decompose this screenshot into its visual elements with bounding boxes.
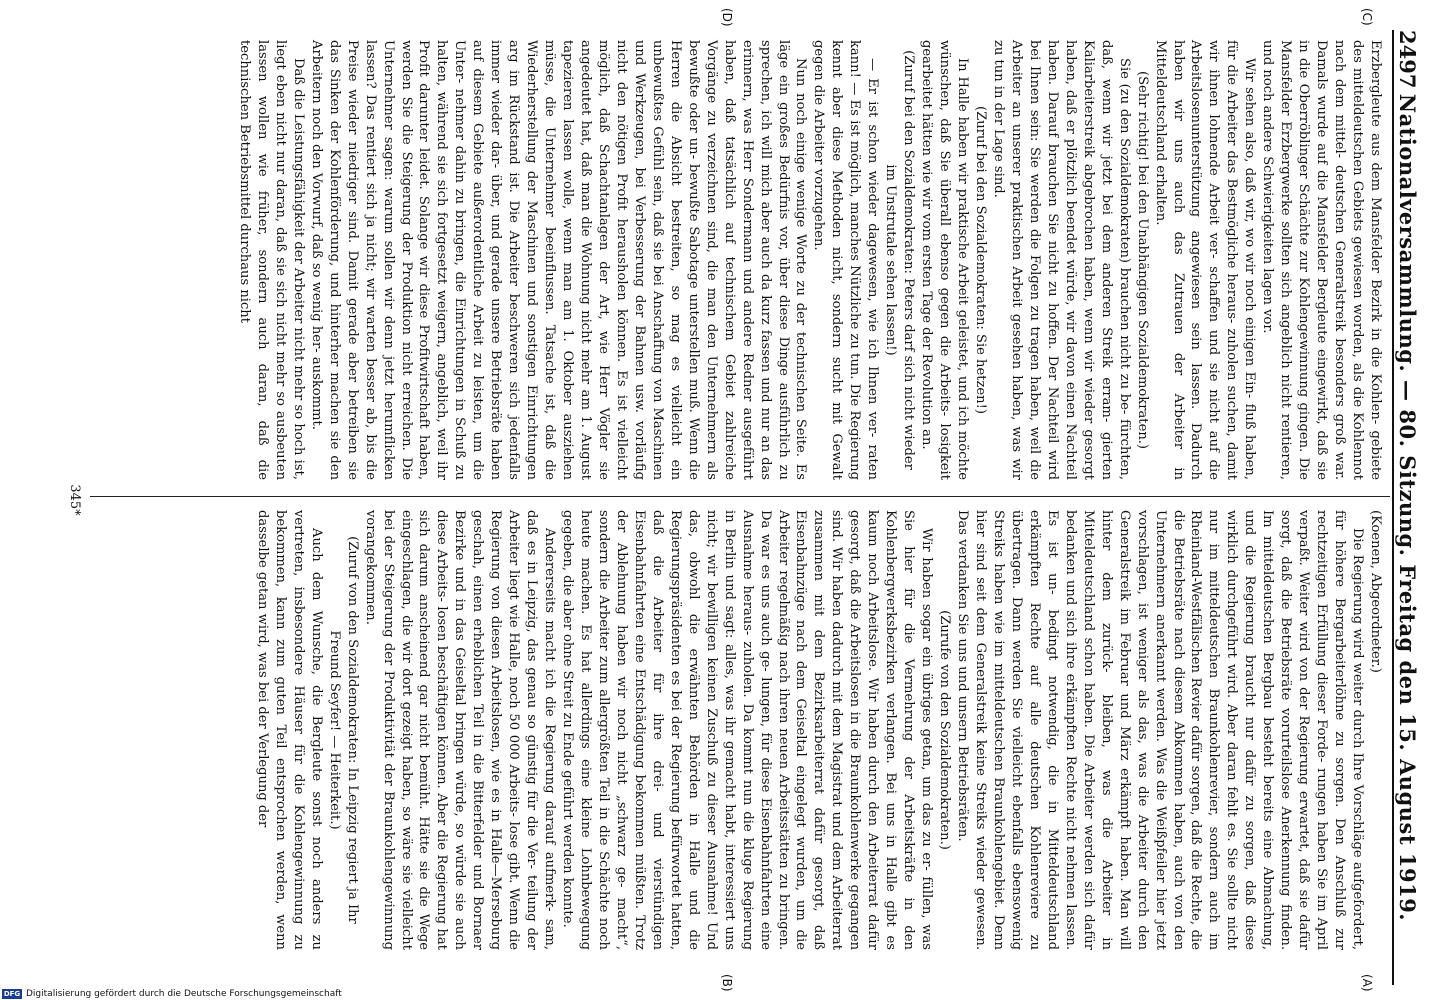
paragraph: (Sehr richtig! bei den Unabhängigen Sozialdemokraten.)	[1134, 70, 1150, 450]
paragraph: (Zuruf bei den Sozialdemokraten: Peters darf sich nicht wieder im Unstrutale sehen lassen!)	[883, 50, 917, 470]
digitization-credit	[0, 988, 1434, 1000]
paragraph: Erzbergleute aus dem Mansfelder Bezirk in die Kohlen- gebiete des mitteldeutschen Gebiets gewiesen worden, als die Kohlennot nach dem mittel- deutschen Generalstreik besonders groß war. Damals wurde auf die Mansfelder Bergleute eingewirkt, daß sie in die Oberröblinger Schächte zur Kohlengewinnung gingen. Die Mansfelder Erzbergwerke sollten sich angeblich nicht rentieren, und noch andere Schwierigkeiten lagen vor.	[1260, 40, 1383, 480]
margin-marker-d: (D)	[720, 8, 734, 27]
paragraph: Wir sehen also, daß wir, wo wir noch einigen Ein- fluß haben, für die Arbeiter das Bestmögliche heraus- zuholen suchen, damit wir ihnen lohnende Arbeit ver- schaffen und sie nicht auf die Arbeitslosenunterstützung angewiesen sein lassen. Dadurch haben wir uns auch das Zutrauen der Arbeiter in Mitteldeutschland erhalten.	[1152, 40, 1258, 480]
paragraph: In Halle haben wir praktische Arbeit geleistet, und ich möchte wünschen, daß Sie überall ebenso gegen die Arbeits- losigkeit gearbeitet hätten wie wir vom ersten Tage der Revolution an.	[919, 40, 971, 480]
left-text-column	[235, 40, 1384, 480]
page-header	[1392, 30, 1422, 985]
paragraph: (Zuruf von den Sozialdemokraten: In Leipzig regiert ja Ihr Freund Seyfer! — Heiterkeit.)	[326, 536, 360, 924]
paragraph: Daß die Leistungsfähigkeit der Arbeiter nicht mehr so hoch ist, liegt eben nicht nur daran, daß sie sich nicht mehr so ausbeuten lassen wollen wie früher, sondern auch daran, daß die technischen Betriebsmittel durchaus nicht	[236, 40, 306, 480]
paragraph: Auch dem Wunsche, die Bergleute sonst noch anders zu vertreten, insbesondere Häuser für die Kohlengewinnung zu bekommen, kann zum guten Teil entsprochen werden, wenn dasselbe getan wird, was bei der Verlegung der	[254, 510, 324, 950]
paragraph: (Zuruf bei den Sozialdemokraten: Sie hetzen!)	[973, 106, 989, 414]
paragraph: Sie (zu den Sozialdemokraten) brauchen nicht zu be- fürchten, daß, wenn wir jetzt bei dem anderen Streik erram- gierten Kaliarbeiterstreik abgebrochen haben, wenn wir wieder gesorgt haben, daß er plötzlich beendet würde, wir davon einen Nachteil haben. Darauf brauchen Sie nicht zu hoffen. Der Nachteil wird bei Ihnen sein: Sie werden die Folgen zu tragen haben, weil die Arbeiter an unserer praktischen Arbeit gesehen haben, was wir zu tun in der Lage sind.	[990, 40, 1132, 480]
margin-marker-c: (C)	[1360, 8, 1374, 26]
paragraph: (Koenen, Abgeordneter.)	[1368, 510, 1383, 673]
paragraph: — Er ist schon wieder dagewesen, wie ich Ihnen ver- raten kann! — Es ist möglich, manches Nützliche zu tun. Die Regierung kennt aber diese Methoden nicht, sondern sucht mit Gewalt gegen die Arbeiter vorzugehen.	[811, 40, 881, 480]
header-rule	[1392, 30, 1394, 985]
paragraph: Nun noch einige wenige Worte zu der technischen Seite. Es läge ein großes Bedürfnis vor, über diese Dinge ausführlich zu sprechen, ich will mich aber auch da kurz fassen und nur an das erinnern, was Herr Sondermann und andere Redner ausgeführt haben, daß tatsächlich auf technischem Gebiet zahlreiche Vorgänge zu verzeichnen sind, die man den Unternehmern als bewußte oder un- bewußte Sabotage unterstellen muß. Wenn die Herren die Absicht bestreiten, so mag es vielleicht ein unbewußtes Gefühl sein, daß sie bei Anschaffung von Maschinen und Werkzeugen, bei Verbesserung der Bahnen usw. vorläufig nicht den nötigen Profit herausholen können. Es ist vielleicht möglich, daß Schachtanlagen der Art, wie Herr Vögler sie angedeutet hat, daß man die Wohnung nicht mehr am 1. August tapezieren lassen wolle, wenn man am 1. Oktober ausziehen müsse, die Unternehmer beeinflussen. Tatsache ist, daß die Wiederherstellung der Maschinen und sonstigen Einrichtungen arg im Rückstand ist. Die Arbeiter beschweren sich jedenfalls immer wieder dar- über, und gerade unsere Betriebsräte haben auf diesem Gebiete außerordentliche Arbeit zu leisten, um die Unter- nehmer dahin zu bringen, die Einrichtungen in Schuß zu halten, während sie sich fortgesetzt weigern, angeblich, weil ihr Profit darunter leidet. Solange wir diese Profitwirtschaft haben, werden Sie die Steigerung der Produktion nicht erreichen. Die Unternehmer sagen: warum sollen wir denn jetzt herumflicken lassen? Das rentiert sich ja nicht; wir warten besser ab, bis die Preise wieder niedriger sind. Damit gerade aber betreiben sie das Sinken der Kohlenförderung, und hinterher machen sie den Arbeitern noch den Vorwurf, daß so wenig her- auskommt.	[308, 40, 809, 480]
right-text-column	[253, 510, 1384, 950]
paragraph: Wir haben sogar ein übriges getan, um das zu er- füllen, was Sie hier für die Vermehrung der Arbeitskräfte in den Kohlenbergwerksbezirken verlangen. Bei uns in Halle gibt es kaum noch Arbeitslose. Wir haben durch den Arbeiterrat dafür gesorgt, daß die Arbeitslosen in die Braunkohlenwerke gegangen sind. Wir haben dadurch mit dem Magistrat und dem Arbeiterrat zusammen mit dem Bezirksarbeiterrat dafür gesorgt, daß Eisenbahnzüge nach dem Geiseltal eingelegt wurden, um die Arbeiter regelmäßig nach ihren neuen Arbeitsstätten zu bringen. Da war es uns auch ge- lungen, für diese Eisenbahnfahrten eine Ausnahme heraus- zuholen. Da kommt nun die kluge Regierung in Berlin und sagt: alles, was ihr gemacht habt, interessiert uns nicht; wir bewilligen keinen Zuschuß zu dieser Ausnahme! Und das, obwohl die erwähnten Behörden in Halle und die Regierungspräsidenten es bei der Regierung befürwortet hatten, daß die Arbeiter für ihre drei- und vierstündigen Eisenbahnfahrten eine Entschädigung bekommen müßten. Trotz der Ablehnung haben wir noch nicht „schwarz ge- macht“, sondern die Arbeiter zum allergrößten Teil in die Schächte noch heute machen. Es hat allerdings eine kleine Lohnbewegung gegeben, die aber ohne Streit zu Ende geführt werden konnte.	[560, 510, 935, 950]
page-number: 2497	[1395, 30, 1420, 89]
paragraph: Andererseits macht ich die Regierung darauf aufmerk- sam, daß es in Leipzig, das genau so günstig für die Ver- teilung der Arbeiter liegt wie Halle, noch 50 000 Arbeits- lose gibt. Wenn die Regierung von diesen Arbeitslosen, wie es in Halle—Merseburg geschah, einen erheblichen Teil in die Bitterfelder und Bornaer Bezirke und in das Geiseltal bringen würde, so würde sie auch diese Arbeits- losen beschäftigen können. Aber die Regierung hat sich darum anscheinend gar nicht bemüht. Hätte sie die Wege eingeschlagen, die wir dort gezeigt haben, so wäre sie vielleicht bei der Steigerung der Produktivität der Braunkohlengewinnung vorangekommen.	[362, 510, 558, 950]
margin-marker-a: (A)	[1360, 974, 1374, 992]
paragraph: Die Regierung wird weiter durch Ihre Vorschläge aufgefordert, für höhere Bergarbeiterlöhne zu sorgen. Den Anschluß zur rechtzeitigen Erfüllung dieser Forde- rungen haben Sie im April verpaßt. Weiter wird von der Regierung erwartet, daß sie dafür sorgt, daß die Betriebsräte vorurteilslose Anerkennung finden. Im mitteldeutschen Bergbau besteht bereits eine Abmachung, und die Regierung braucht nur dafür zu sorgen, daß diese wirklich durchgeführt wird. Aber daran fehlt es. Sie sollte nicht nur im mitteldeutschen Braunkohlenrevier, sondern auch im Rheinland-Westfälischen Revier dafür sorgen, daß die Rechte, die die Betriebsräte nach diesem Abkommen haben, auch von den Unternehmern anerkannt werden. Was die Weißpfeiler hier jetzt vorschlagen, ist weniger als das, was die Arbeiter durch den Generalstreik im Februar und März erkämpft haben. Man will hinter dem zurück- bleiben, was die Arbeiter in Mitteldeutschland schon haben. Die Arbeiter werden sich dafür bedanken und sich ihre erkämpften Rechte nicht nehmen lassen. Es ist un- bedingt notwendig, die in Mitteldeutschland erkämpften Rechte auf alle deutschen Kohlenreviere zu übertragen. Dann werden Sie vielleicht ebenfalls ebensowenig Streiks haben wie im mitteldeutschen Braunkohlengebiet. Denn hier sind seit dem Generalstreik keine Streiks wieder gewesen. Das verdanken Sie uns und unsern Betriebsräten.	[955, 510, 1366, 950]
column-divider	[90, 496, 1390, 497]
margin-marker-b: (B)	[720, 974, 734, 992]
dfg-logo-icon: DFG	[3, 990, 21, 998]
page-title: Nationalversammlung. — 80. Sitzung. Freitag den 15. August 1919.	[1395, 93, 1420, 922]
credit-text: Digitalisierung gefördert durch die Deutsche Forschungsgemeinschaft	[26, 989, 342, 999]
footer-page-number: 345*	[67, 484, 82, 516]
paragraph: (Zurufe von den Sozialdemokraten.)	[937, 610, 953, 850]
